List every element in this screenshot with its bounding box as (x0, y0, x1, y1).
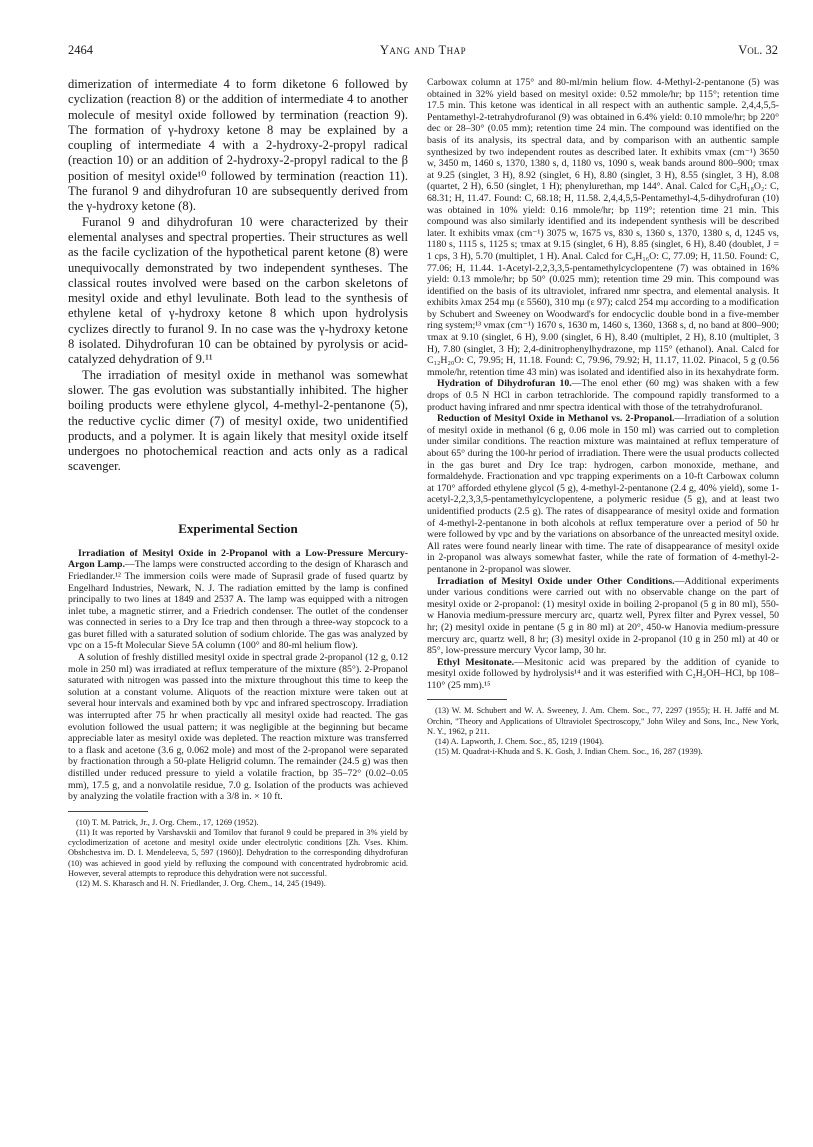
footnote: (13) W. M. Schubert and W. A. Sweeney, J. Am. Chem. Soc., 77, 2297 (1955); H. H. Jaffé and M. Orchin, "Theory and Applications of Ultraviolet Spectroscopy," John Wiley and Sons, Inc., New York, N. Y., 1962, p 211. (427, 706, 779, 736)
footnotes-right (427, 706, 779, 757)
discussion-text (68, 77, 408, 475)
body-paragraph: Carbowax column at 175° and 80-ml/min helium flow. 4-Methyl-2-pentanone (5) was obtained in 32% yield based on mesityl oxide: 0.52 mmole/hr; bp 115°; retention time 17.5 min. This ketone was identical in all respect with an authentic sample. 2,4,4,5,5-Pentamethyl-2-tetrahydrofuranol (9) was obtained in 6.4% yield: 0.10 mmole/hr; bp 220° dec or 28–30° (0.05 mm); retention time 24 min. The compound was identified on the basis of its analysis, its spectral data, and by comparison with an authentic sample synthesized by two independent routes as described later. It exhibits νmax (cm⁻¹) 3650 w, 3450 m, 1460 s, 1370, 1380 s, d, 1180 vs, 1090 s, weak bands around 800–900; τmax at 9.25 (singlet, 3 H), 8.92 (singlet, 6 H), 8.80 (singlet, 3 H), 8.55 (singlet, 3 H), 8.08 (quartet, 2 H), 6.50 (singlet, 1 H); phenylurethan, mp 144°. Anal. Calcd for C₉H₁₈O₂: C, 68.31; H, 11.47. Found: C, 68.18; H, 11.58. 2,4,4,5,5-Pentamethyl-4,5-dihydrofuran (10) was obtained in 10% yield: 0.16 mmole/hr; bp 119°; retention time 21 min. This compound was also similarly identified and its independent synthesis will be described later. It exhibits νmax (cm⁻¹) 3075 w, 1675 vs, 830 s, 1360 s, 1370, 1380 s, d, 1245 vs, 1180 s, 1115 s, 1125 s; τmax at 9.15 (singlet, 6 H), 8.85 (singlet, 6 H), 8.40 (doublet, J = 1 cps, 3 H), 5.70 (multiplet, 1 H). Anal. Calcd for C₉H₁₆O: C, 77.09; H, 11.50. Found: C, 77.06; H, 11.44. 1-Acetyl-2,2,3,3,5-pentamethylcyclopentene (7) was obtained in 16% yield: 0.13 mmole/hr; bp 50° (0.025 mm); retention time 29 min. This compound was identified on the basis of its ultraviolet, infrared nmr spectra, and elemental analysis. It exhibits λmax 254 mμ (ε 5560), 310 mμ (ε 97); calcd 254 mμ according to a modification by Schubert and Sweeney on Woodward's for endocyclic double bond in a five-member ring system;¹³ νmax (cm⁻¹) 1670 s, 1630 m, 1460 s, 1360, 1368 s, d, no band at 800–900; τmax at 9.10 (singlet, 6 H), 9.00 (singlet, 6 H), 8.40 (multiplet, 2 H), 8.10 (multiplet, 3 H), 7.80 (singlet, 3 H); 2,4-dinitrophenylhydrazone, mp 115° (ethanol). Anal. Calcd for C₁₂H₂₀O: C, 79.95; H, 11.18. Found: C, 79.96, 79.92; H, 11.17, 11.02. Pinacol, 5 g (0.56 mmole/hr, retention time 43 min) was isolated and identified also in its hexahydrate form. (427, 77, 779, 378)
volume-label: Vol. 32 (738, 43, 778, 57)
body-paragraph: —Additional experiments under various conditions were carried out with no observable change on the part of mesityl oxide or 2-propanol: (1) mesityl oxide in boiling 2-propanol (5 g in 80 ml), 550-w Hanovia medium-pressure mercury arc, quartz well, Pyrex filter and Pyrex vessel, 50 hr; (2) mesityl oxide in pentane (5 g in 80 ml) at 20°, 450-w Hanovia medium-pressure mercury arc, quartz well, 8 hr; (3) mesityl oxide in 2-propanol (10 g in 250 ml) at 40 or 85°, low-pressure mercury Vycor lamp, 30 hr. (427, 575, 779, 657)
footnote: (14) A. Lapworth, J. Chem. Soc., 85, 1219 (1904). (435, 737, 604, 747)
body-paragraph: —Mesitonic acid was prepared by the addition of cyanide to mesityl oxide followed by hydrolysis¹⁴ and it was esterified with C₂H₅OH–HCl, bp 108–110° (25 mm).¹⁵ (427, 656, 779, 691)
run-in-heading: Irradiation of Mesityl Oxide under Other Conditions. (437, 575, 675, 587)
footnote: (11) It was reported by Varshavskii and Tomilov that furanol 9 could be prepared in 3% yield by cyclodimerization of acetone and mesityl oxide under electrolytic conditions [Zh. Vses. Khim. Obshchestva im. D. I. Mendeleeva, 5, 597 (1960)]. Dehydration to the corresponding dihydrofuran (10) was achieved in good yield by refluxing the compound with concentrated hydrobromic acid. However, several attempts to reproduce this dehydration were not successful. (68, 827, 408, 878)
footnote: (10) T. M. Patrick, Jr., J. Org. Chem., 17, 1269 (1952). (76, 817, 259, 827)
running-header (68, 43, 778, 65)
page-number: 2464 (68, 43, 93, 57)
footnotes-left (68, 818, 408, 889)
body-paragraph: A solution of freshly distilled mesityl oxide in spectral grade 2-propanol (12 g, 0.12 mole in 250 ml) was irradiated at reflux temperature of the mixture (85°). 2-Propanol saturated with nitrogen was passed into the mixture throughout this time to keep the solution at a constant volume. Aliquots of the reaction mixture were taken out at several hour intervals and examined both by vpc and infrared spectroscopy. Irradiation was interrupted after 75 hr when practically all mesityl oxide had reacted. The gas evolution followed the usual pattern; it was negligible at the beginning but became appreciable later as mesityl oxide was depleted. The reaction mixture was transferred to a flask and acetone (3.6 g, 0.062 mole) and most of the 2-propanol were separated by fractionation through a 50-plate Heligrid column. The remainder (24.5 g) was then distilled under reduced pressure to yield a volatile fraction, bp 35–72° (0.02–0.05 mm), 17.5 g, and a nonvolatile residue, 7.0 g. Isolation of the products was achieved by analyzing the volatile fraction with a 3/8 in. × 10 ft. (68, 652, 408, 803)
body-paragraph: —The lamps were constructed according to the design of Kharasch and Friedlander.¹² The immersion coils were made of Suprasil grade of fused quartz by Engelhard Industries, Newark, N. J. The radiation emitted by the lamp is confined principally to two lines at 1849 and 2537 A. The lamp was equipped with a nitrogen inlet tube, a magnetic stirrer, and a Friedrich condenser. The outlet of the condenser was connected in series to a Dry Ice trap and then through a three-way stopcock to a gas buret filled with a saturated solution of sodium chloride. The gas was analyzed by vpc on a 15-ft Molecular Sieve 5A column (100° and 80-ml helium flow). (68, 559, 408, 652)
run-in-heading: Reduction of Mesityl Oxide in Methanol vs. 2-Propanol. (437, 413, 675, 425)
footnote-rule (427, 699, 507, 700)
run-in-heading: Ethyl Mesitonate. (437, 656, 515, 668)
footnote: (12) M. S. Kharasch and H. N. Friedlander, J. Org. Chem., 14, 245 (1949). (76, 879, 326, 888)
footnote-rule (68, 811, 148, 812)
body-paragraph: —The enol ether (60 mg) was shaken with a few drops of 0.5 N HCl in carbon tetrachloride. The compound rapidly transformed to a product having infrared and nmr spectra identical with those of the tetrahydrofuranol. (427, 378, 779, 413)
right-column (427, 77, 779, 1122)
running-title: Yang and Thap (379, 43, 467, 57)
experimental-text-cont (427, 77, 779, 691)
section-heading: Experimental Section (178, 520, 298, 536)
body-paragraph: —Irradiation of a solution of mesityl oxide in methanol (6 g, 0.06 mole in 150 ml) was carried out to completion under similar conditions. The reaction mixture was maintained at reflux temperature of about 65° during the 100-hr period of irradiation. There were the usual products collected in the gas buret and Dry Ice trap: hydrogen, carbon monoxide, methane, and formaldehyde. Fractionation and vpc trapping experiments on a 10-ft Carbowax column at 170° afforded ethylene glycol (5 g), 4-methyl-2-pentanone (2.4 g, 40% yield), some 1-acetyl-2,2,3,3,5-pentamethylcyclopentene, a polymeric residue (5 g), and at least two unidentified products (2.5 g). The rates of disappearance of mesityl oxide and formation of 4-methyl-2-pentanone in both alcohols at reflux temperature over a period of 50 hr were followed by vpc and by the variations on absorbance of the unreacted mesityl oxide. All rates were found nearly linear with time. The rate of disappearance of mesityl oxide in 2-propanol was always somewhat faster, while the rate of formation of 4-methyl-2-pentanone in 2-propanol was slower. (427, 413, 779, 575)
run-in-heading: Hydration of Dihydrofuran 10. (437, 378, 572, 390)
run-in-heading: Irradiation of Mesityl Oxide in 2-Propanol with a Low-Pressure Mercury-Argon Lamp. (68, 547, 408, 571)
body-paragraph: The irradiation of mesityl oxide in methanol was somewhat slower. The gas evolution was substantially inhibited. The higher boiling products were ethylene glycol, 4-methyl-2-pentanone (5), the reductive cyclic dimer (7) of mesityl oxide, two unidentified products, and a polymer. It is again likely that mesityl oxide itself undergoes no photochemical reaction and acts only as a radical scavenger. (68, 367, 408, 474)
body-paragraph: dimerization of intermediate 4 to form diketone 6 followed by cyclization (reaction 8) or the addition of intermediate 4 to another molecule of mesityl oxide followed by termination (reaction 9). The formation of γ-hydroxy ketone 8 may be explained by a coupling of intermediate 4 with a 2-hydroxy-2-propyl radical (reaction 10) or an addition of 2-hydroxy-2-propyl radical to the β position of mesityl oxide¹⁰ followed by termination (reaction 11). The furanol 9 and dihydrofuran 10 are subsequently derived from the γ-hydroxy ketone (8). (68, 77, 408, 214)
experimental-text (68, 548, 408, 803)
body-paragraph: Furanol 9 and dihydrofuran 10 were characterized by their elemental analyses and spectral properties. Their structures as well as the facile cyclization of the hypothetical parent ketone (8) were unequivocally demonstrated by two independent syntheses. The classical routes involved were based on the carbon skeletons of mesityl oxide and ethyl levulinate. Both lead to the synthesis of ethylene ketal of γ-hydroxy ketone 8 which upon hydrolysis cyclizes directly to furanol 9. In no case was the γ-hydroxy ketone 8 isolated. Dihydrofuran 10 can be obtained by pyrolysis or acid-catalyzed dehydration of 9.¹¹ (68, 214, 408, 367)
footnote: (15) M. Quadrat-i-Khuda and S. K. Gosh, J. Indian Chem. Soc., 16, 287 (1939). (435, 747, 703, 757)
left-column (68, 77, 408, 1122)
